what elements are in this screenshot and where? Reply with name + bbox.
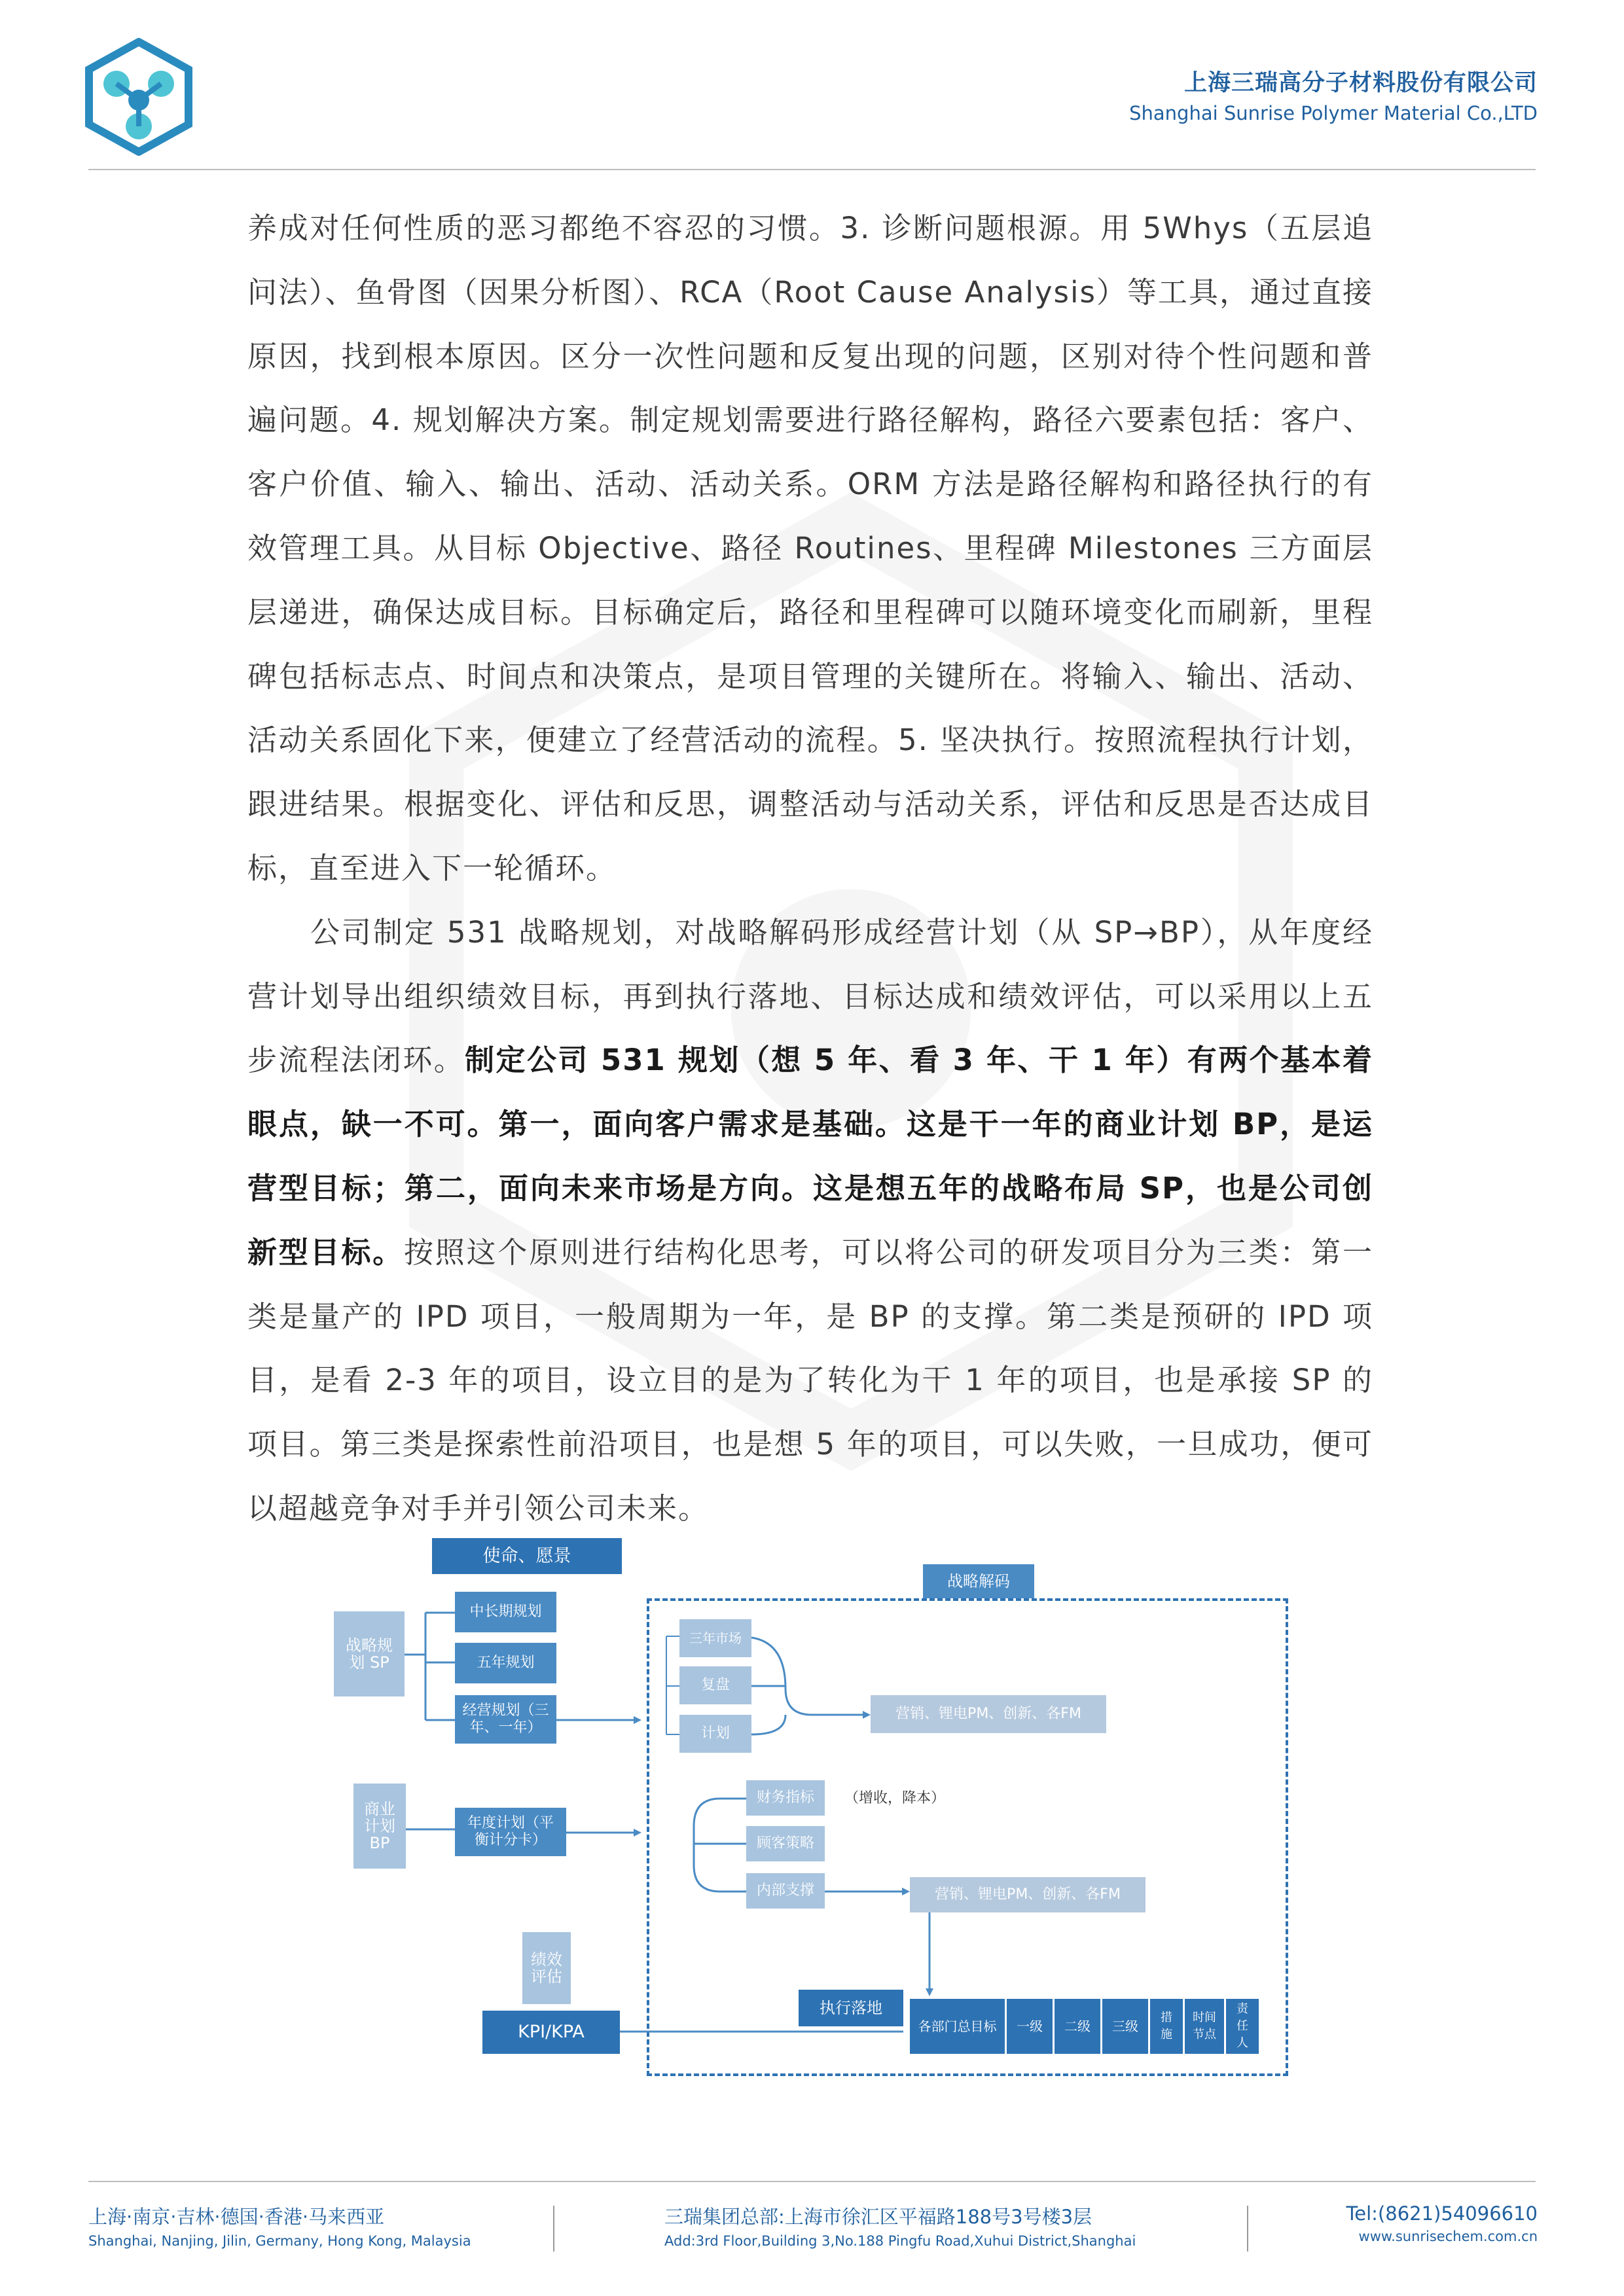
company-logo [84,38,194,156]
dept-target-cell: 各部门总目标 [910,1999,1005,2054]
decode-box: 战略解码 [923,1564,1034,1598]
footer-cities-en: Shanghai, Nanjing, Jilin, Germany, Hong Kong, Malaysia [88,2233,471,2249]
annual-plan-box: 年度计划（平衡计分卡） [455,1808,566,1856]
company-name [1129,67,1538,127]
footer-address [664,2202,1136,2249]
paragraph-2-part-c: 按照这个原则进行结构化思考，可以将公司的研发项目分为三类：第一类是量产的 IPD 项目，一般周期为一年，是 BP 的支撑。第二类是预研的 IPD 项目，是看 2-3 年的项目，设立目的是为了转化为干 1 年的项目，也是承接 SP 的项目。第三类是探索性前沿项目，也是想 5 年的项目，可以失败，一旦成功，便可以超越竞争对手并引领公司未来。 [247,1234,1373,1526]
footer-contact [1346,2202,1538,2244]
owner-cell: 责任人 [1226,1999,1259,2054]
company-name-cn: 上海三瑞高分子材料股份有限公司 [1183,70,1538,96]
paragraph-2 [247,901,1373,1541]
bp-box: 商业计划BP [353,1784,406,1869]
mission-box: 使命、愿景 [432,1538,622,1574]
strategy-decoding-diagram [327,1538,1309,2081]
sp-box: 战略规划 SP [334,1611,405,1696]
footer-cities [88,2202,471,2249]
mid-long-plan-box: 中长期规划 [455,1592,556,1632]
footer-address-en: Add:3rd Floor,Building 3,No.188 Pingfu Road,Xuhui District,Shanghai [664,2233,1136,2249]
header-divider [88,169,1536,170]
footer-separator-2 [1247,2206,1248,2251]
paragraph-2-part-a: 公司制定 531 战略规划，对战略解码形成经营计划（从 SP→BP），从年度经营计划导出组织绩效目标，再到执行落地、目标达成和绩效评估，可以采用以上五步流程法闭环。 [247,914,1373,1078]
review-box: 复盘 [679,1666,751,1704]
targets-box-2: 营销、锂电PM、创新、各FM [910,1877,1146,1912]
footer-website[interactable]: www.sunrisechem.com.cn [1358,2229,1538,2244]
paragraph-2-bold: 制定公司 531 规划（想 5 年、看 3 年、干 1 年）有两个基本着眼点，缺一不可。第一，面向客户需求是基础。这是干一年的商业计划 BP，是运营型目标；第二，面向未来市场是方向。这是想五年的战略布局 SP，也是公司创新型目标。 [247,1043,1373,1270]
measures-cell: 措施 [1150,1999,1183,2054]
level2-cell: 二级 [1055,1999,1100,2054]
internal-box: 内部支撑 [746,1873,825,1909]
market3-box: 三年市场 [679,1619,751,1657]
customer-box: 顾客策略 [746,1826,825,1861]
diagram-connectors [327,1538,1309,2081]
body-text [247,196,1373,1541]
five-year-plan-box: 五年规划 [455,1643,556,1683]
increase-note: （增收，降本） [844,1790,946,1806]
execute-box: 执行落地 [799,1990,903,2026]
footer-cities-cn: 上海·南京·吉林·德国·香港·马来西亚 [88,2206,385,2228]
targets-box-1: 营销、锂电PM、创新、各FM [871,1695,1106,1733]
plan-box: 计划 [679,1715,751,1753]
level3-cell: 三级 [1102,1999,1148,2054]
footer-address-cn: 三瑞集团总部:上海市徐汇区平福路188号3号楼3层 [664,2206,1092,2228]
kpi-box: KPI/KPA [482,2011,620,2054]
timepoint-cell: 时间节点 [1185,1999,1224,2054]
level1-cell: 一级 [1007,1999,1053,2054]
ops-plan-box: 经营规划（三年、一年） [455,1695,556,1744]
finance-box: 财务指标 [746,1780,825,1816]
footer-tel: Tel:(8621)54096610 [1346,2202,1538,2225]
company-name-en: Shanghai Sunrise Polymer Material Co.,LTD [1129,102,1538,124]
perf-eval-box: 绩效评估 [522,1932,571,2004]
footer-divider [88,2181,1536,2182]
paragraph-1: 养成对任何性质的恶习都绝不容忍的习惯。3. 诊断问题根源。用 5Whys（五层追问法）、鱼骨图（因果分析图）、RCA（Root Cause Analysis）等工具，通过直接原因，找到根本原因。区分一次性问题和反复出现的问题，区别对待个性问题和普遍问题。4. 规划解决方案。制定规划需要进行路径解构，路径六要素包括：客户、客户价值、输入、输出、活动、活动关系。ORM 方法是路径解构和路径执行的有效管理工具。从目标 Objective、路径 Routines、里程碑 Milestones 三方面层层递进，确保达成目标。目标确定后，路径和里程碑可以随环境变化而刷新，里程碑包括标志点、时间点和决策点，是项目管理的关键所在。将输入、输出、活动、活动关系固化下来，便建立了经营活动的流程。5. 坚决执行。按照流程执行计划，跟进结果。根据变化、评估和反思，调整活动与活动关系，评估和反思是否达成目标，直至进入下一轮循环。 [247,211,1373,886]
footer-separator-1 [553,2206,554,2251]
